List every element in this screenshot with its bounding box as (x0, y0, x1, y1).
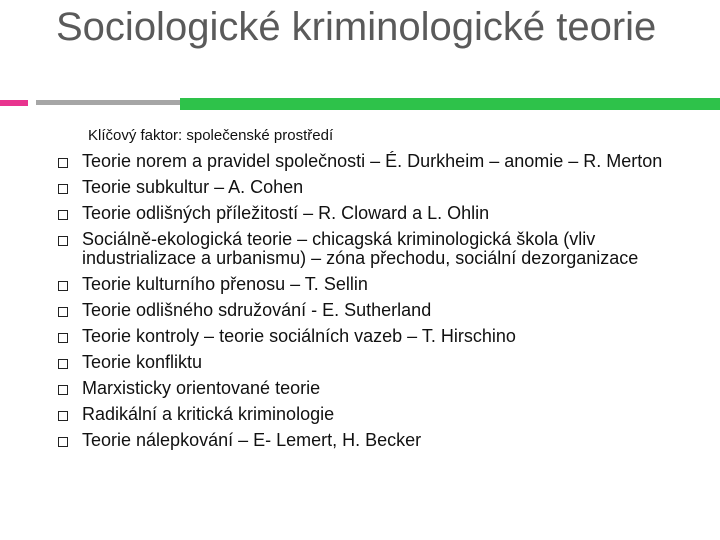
list-item-text: Sociálně-ekologická teorie – chicagská kriminologická škola (vliv industrializace a urbanismu) – zóna přechodu, sociální dezorganizace (82, 229, 639, 268)
square-bullet-icon (58, 184, 68, 194)
title-divider-green (180, 98, 720, 110)
square-bullet-icon (58, 307, 68, 317)
title-divider-pink (0, 100, 28, 106)
list-item (58, 431, 688, 450)
list-item-text: Teorie kontroly – teorie sociálních vazeb – T. Hirschino (82, 326, 516, 346)
square-bullet-icon (58, 236, 68, 246)
list-item (58, 178, 688, 197)
list-item (58, 405, 688, 424)
square-bullet-icon (58, 411, 68, 421)
list-item-text: Teorie norem a pravidel společnosti – É. Durkheim – anomie – R. Merton (82, 151, 663, 171)
square-bullet-icon (58, 158, 68, 168)
list-item-text: Teorie nálepkování – E- Lemert, H. Becker (82, 430, 422, 450)
square-bullet-icon (58, 359, 68, 369)
slide-title: Sociologické kriminologické teorie (56, 5, 657, 49)
list-item-text: Teorie kulturního přenosu – T. Sellin (82, 274, 368, 294)
list-item-text: Teorie odlišných příležitostí – R. Cloward a L. Ohlin (82, 203, 490, 223)
list-item-text: Teorie subkultur – A. Cohen (82, 177, 304, 197)
list-item (58, 230, 688, 268)
square-bullet-icon (58, 437, 68, 447)
square-bullet-icon (58, 281, 68, 291)
square-bullet-icon (58, 210, 68, 220)
list-item (58, 379, 688, 398)
square-bullet-icon (58, 333, 68, 343)
list-item-text: Teorie konfliktu (82, 352, 203, 372)
list-item (58, 353, 688, 372)
list-item-text: Radikální a kritická kriminologie (82, 404, 335, 424)
square-bullet-icon (58, 385, 68, 395)
slide-subtitle: Klíčový faktor: společenské prostředí (88, 127, 334, 144)
list-item (58, 152, 688, 171)
list-item-text: Teorie odlišného sdružování - E. Sutherland (82, 300, 432, 320)
list-item (58, 275, 688, 294)
list-item (58, 327, 688, 346)
list-item (58, 301, 688, 320)
list-item-text: Marxisticky orientované teorie (82, 378, 321, 398)
list-item (58, 204, 688, 223)
bullet-list (58, 152, 688, 457)
